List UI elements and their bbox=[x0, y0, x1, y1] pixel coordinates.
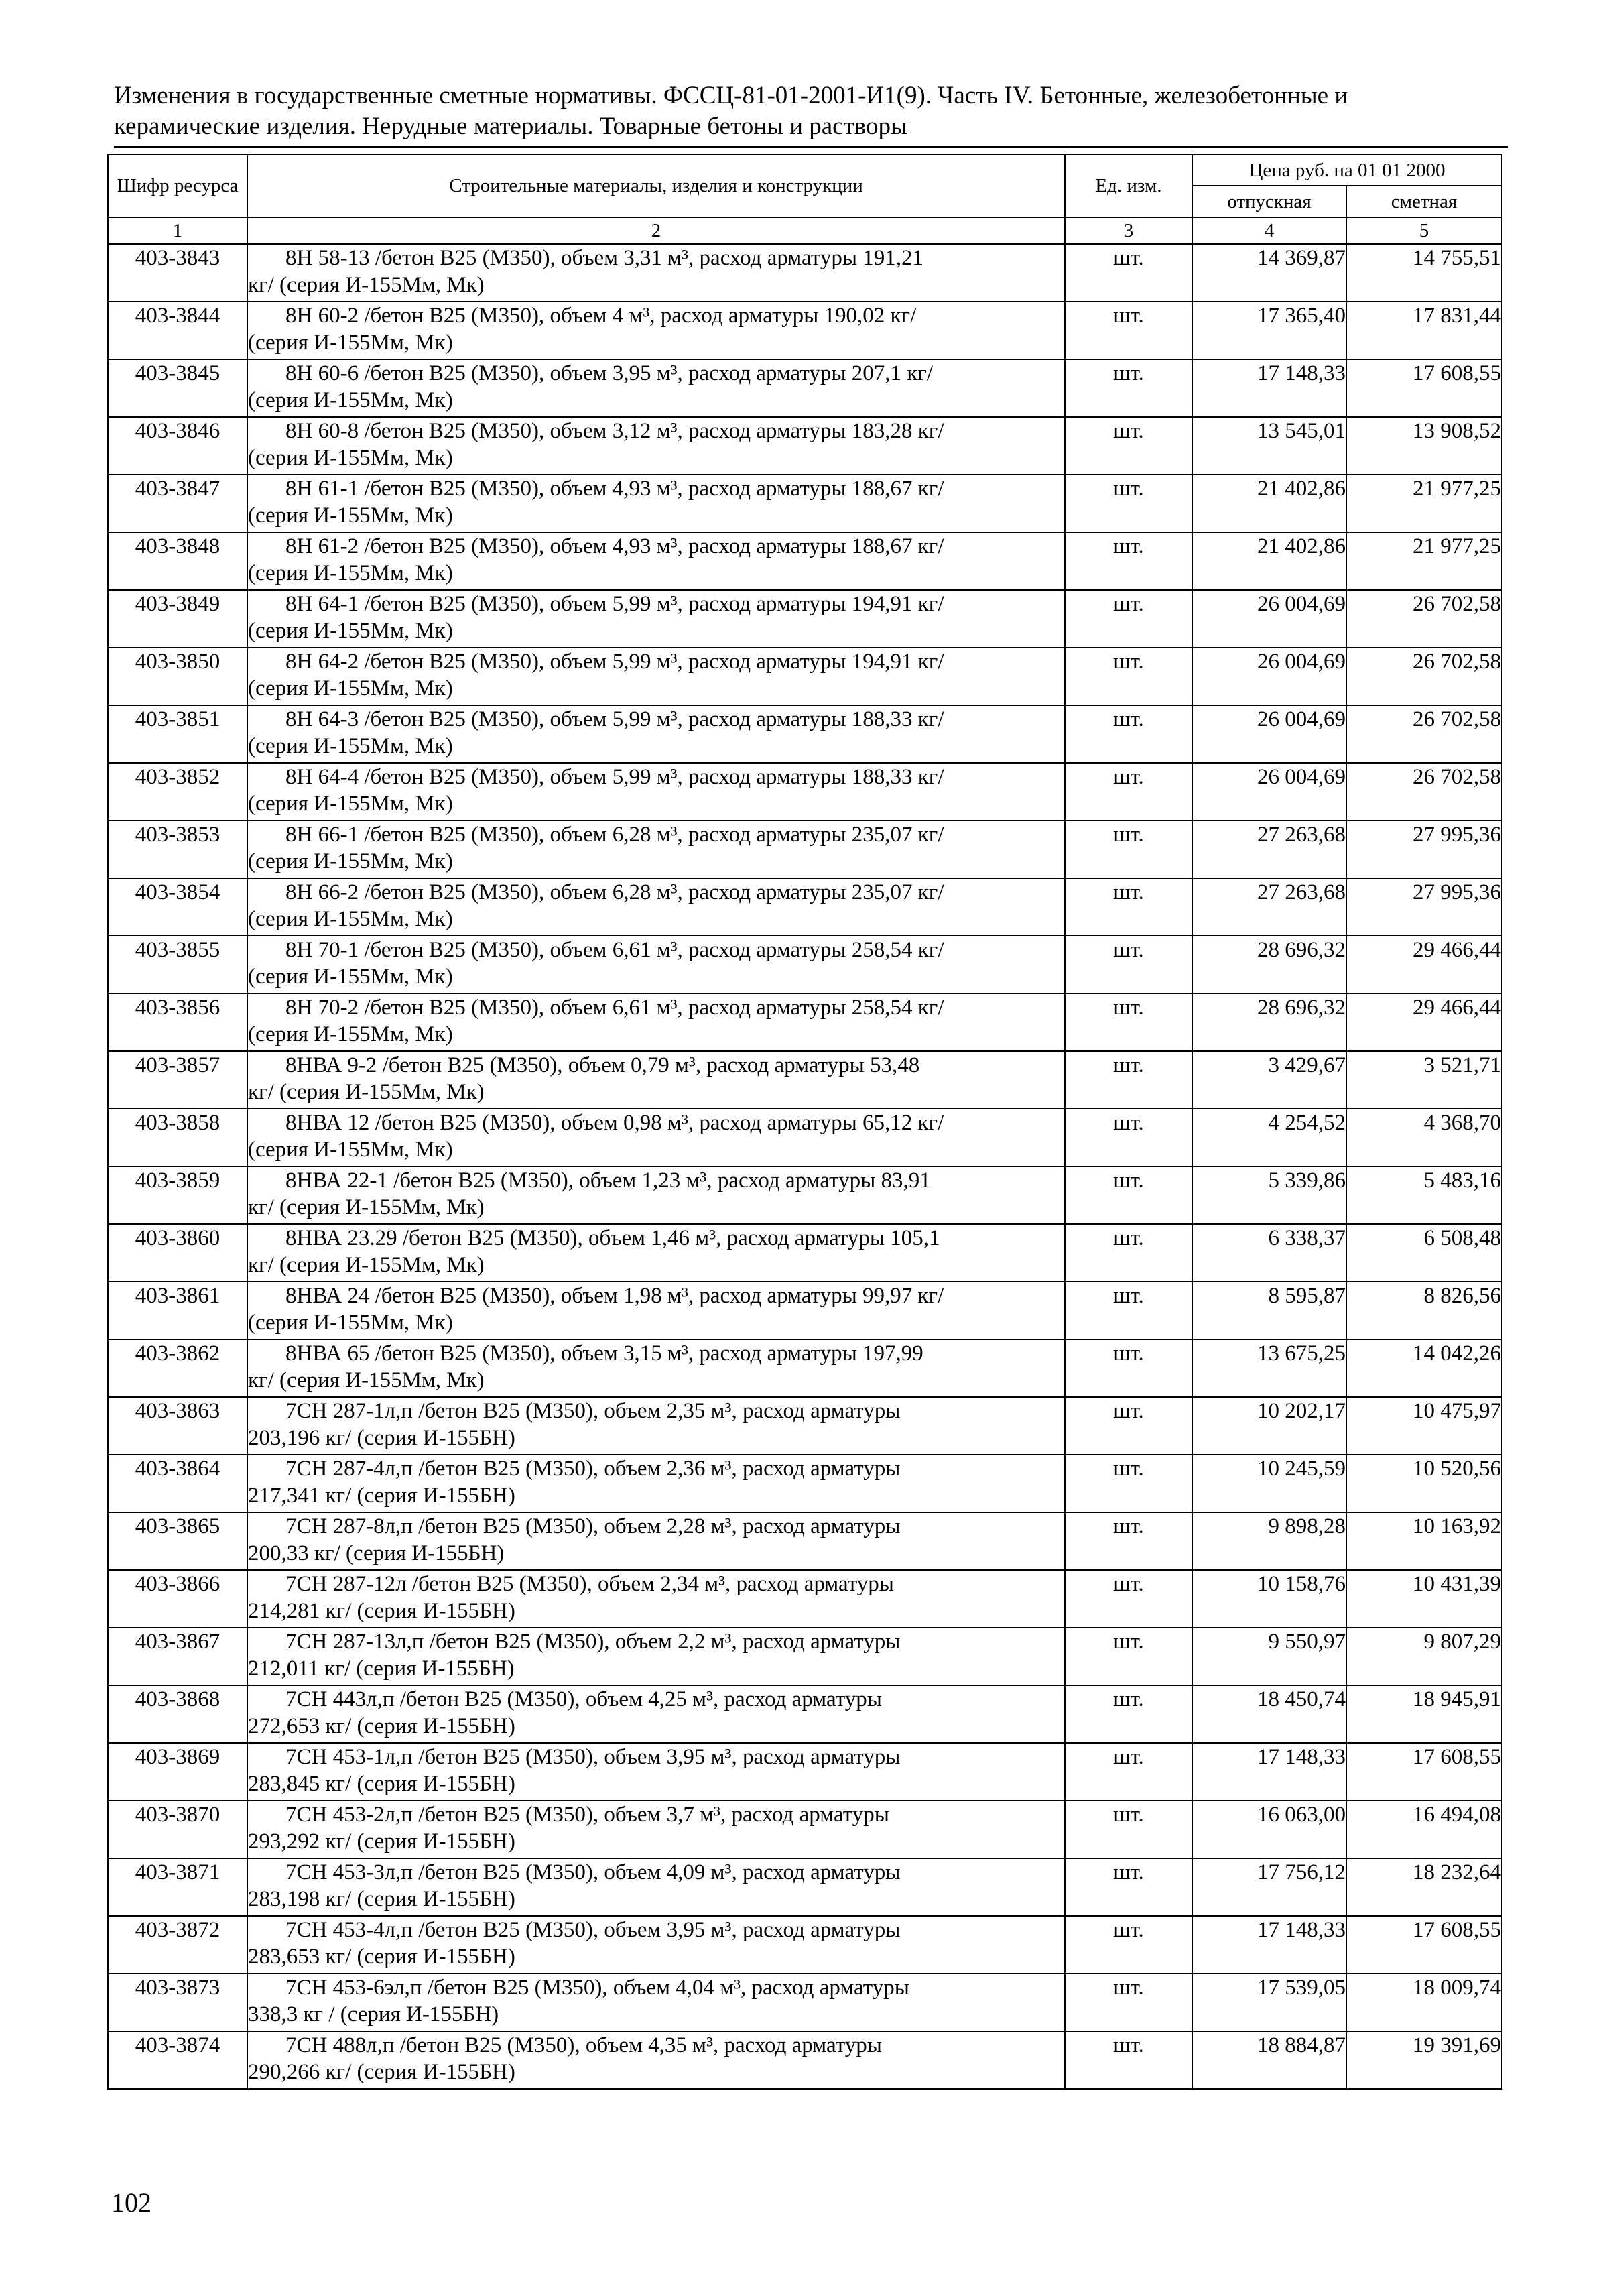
release-price: 17 365,40 bbox=[1192, 302, 1346, 359]
description-line-2: (серия И-155Мм, Мк) bbox=[248, 734, 453, 758]
material-description bbox=[247, 1109, 1065, 1166]
unit-of-measure: шт. bbox=[1065, 1051, 1192, 1109]
unit-of-measure: шт. bbox=[1065, 993, 1192, 1051]
description-line-2: (серия И-155Мм, Мк) bbox=[248, 965, 453, 989]
material-description bbox=[247, 1628, 1065, 1685]
table-row bbox=[108, 1570, 1502, 1628]
release-price: 5 339,86 bbox=[1192, 1166, 1346, 1224]
material-description bbox=[247, 1858, 1065, 1916]
resource-code: 403-3852 bbox=[108, 763, 247, 821]
table-row bbox=[108, 993, 1502, 1051]
description-line-2: 293,292 кг/ (серия И-155БН) bbox=[248, 1829, 515, 1854]
release-price: 13 545,01 bbox=[1192, 417, 1346, 475]
table-row bbox=[108, 1339, 1502, 1397]
resource-code: 403-3857 bbox=[108, 1051, 247, 1109]
description-line-1: 8Н 70-1 /бетон В25 (М350), объем 6,61 м³, расход арматуры 258,54 кг/ bbox=[285, 938, 944, 962]
resource-code: 403-3867 bbox=[108, 1628, 247, 1685]
description-line-1: 8Н 60-2 /бетон В25 (М350), объем 4 м³, расход арматуры 190,02 кг/ bbox=[285, 304, 917, 328]
material-description bbox=[247, 763, 1065, 821]
unit-of-measure: шт. bbox=[1065, 1743, 1192, 1801]
resource-code: 403-3865 bbox=[108, 1512, 247, 1570]
release-price: 26 004,69 bbox=[1192, 590, 1346, 648]
material-description bbox=[247, 302, 1065, 359]
table-row bbox=[108, 1858, 1502, 1916]
release-price: 9 898,28 bbox=[1192, 1512, 1346, 1570]
release-price: 8 595,87 bbox=[1192, 1282, 1346, 1339]
description-line-1: 8Н 70-2 /бетон В25 (М350), объем 6,61 м³, расход арматуры 258,54 кг/ bbox=[285, 995, 944, 1020]
estimate-price: 21 977,25 bbox=[1346, 532, 1502, 590]
description-line-1: 8Н 61-1 /бетон В25 (М350), объем 4,93 м³, расход арматуры 188,67 кг/ bbox=[285, 477, 944, 501]
release-price: 3 429,67 bbox=[1192, 1051, 1346, 1109]
table-row bbox=[108, 1685, 1502, 1743]
material-description bbox=[247, 1916, 1065, 1974]
release-price: 14 369,87 bbox=[1192, 244, 1346, 302]
unit-of-measure: шт. bbox=[1065, 302, 1192, 359]
resource-code: 403-3863 bbox=[108, 1397, 247, 1455]
resource-code: 403-3844 bbox=[108, 302, 247, 359]
estimate-price: 17 608,55 bbox=[1346, 1916, 1502, 1974]
column-number: 4 bbox=[1192, 217, 1346, 244]
column-number: 1 bbox=[108, 217, 247, 244]
unit-of-measure: шт. bbox=[1065, 1455, 1192, 1512]
resource-code: 403-3872 bbox=[108, 1916, 247, 1974]
estimate-price: 17 608,55 bbox=[1346, 359, 1502, 417]
resource-code: 403-3870 bbox=[108, 1801, 247, 1858]
description-line-2: 212,011 кг/ (серия И-155БН) bbox=[248, 1656, 515, 1681]
table-row bbox=[108, 302, 1502, 359]
release-price: 17 539,05 bbox=[1192, 1974, 1346, 2031]
resource-code: 403-3846 bbox=[108, 417, 247, 475]
description-line-2: (серия И-155Мм, Мк) bbox=[248, 676, 453, 701]
unit-of-measure: шт. bbox=[1065, 648, 1192, 705]
table-row bbox=[108, 1916, 1502, 1974]
unit-of-measure: шт. bbox=[1065, 878, 1192, 936]
resource-code: 403-3862 bbox=[108, 1339, 247, 1397]
material-description bbox=[247, 475, 1065, 532]
estimate-price: 18 009,74 bbox=[1346, 1974, 1502, 2031]
column-number: 3 bbox=[1065, 217, 1192, 244]
description-line-2: 283,845 кг/ (серия И-155БН) bbox=[248, 1772, 515, 1796]
resource-code: 403-3869 bbox=[108, 1743, 247, 1801]
table-body bbox=[108, 244, 1502, 2089]
table-row bbox=[108, 532, 1502, 590]
estimate-price: 6 508,48 bbox=[1346, 1224, 1502, 1282]
resource-code: 403-3864 bbox=[108, 1455, 247, 1512]
material-description bbox=[247, 532, 1065, 590]
resource-code: 403-3858 bbox=[108, 1109, 247, 1166]
release-price: 26 004,69 bbox=[1192, 648, 1346, 705]
material-description bbox=[247, 1801, 1065, 1858]
column-number: 5 bbox=[1346, 217, 1502, 244]
resource-code: 403-3866 bbox=[108, 1570, 247, 1628]
description-line-1: 7СН 488л,п /бетон В25 (М350), объем 4,35 м³, расход арматуры bbox=[285, 2033, 882, 2057]
unit-of-measure: шт. bbox=[1065, 1512, 1192, 1570]
material-description bbox=[247, 244, 1065, 302]
unit-of-measure: шт. bbox=[1065, 1224, 1192, 1282]
description-line-1: 8Н 61-2 /бетон В25 (М350), объем 4,93 м³, расход арматуры 188,67 кг/ bbox=[285, 534, 944, 558]
resource-code: 403-3860 bbox=[108, 1224, 247, 1282]
description-line-1: 7СН 453-6эл,п /бетон В25 (М350), объем 4,04 м³, расход арматуры bbox=[285, 1976, 909, 2000]
description-line-1: 7СН 453-3л,п /бетон В25 (М350), объем 4,09 м³, расход арматуры bbox=[285, 1860, 901, 1884]
column-header-estimate: сметная bbox=[1346, 186, 1502, 217]
column-header-code: Шифр ресурса bbox=[108, 154, 247, 217]
description-line-1: 8НВА 9-2 /бетон В25 (М350), объем 0,79 м³, расход арматуры 53,48 bbox=[285, 1053, 920, 1077]
estimate-price: 18 945,91 bbox=[1346, 1685, 1502, 1743]
estimate-price: 17 608,55 bbox=[1346, 1743, 1502, 1801]
estimate-price: 17 831,44 bbox=[1346, 302, 1502, 359]
table-row bbox=[108, 2031, 1502, 2089]
material-description bbox=[247, 821, 1065, 878]
estimate-price: 29 466,44 bbox=[1346, 936, 1502, 993]
description-line-1: 8НВА 12 /бетон В25 (М350), объем 0,98 м³, расход арматуры 65,12 кг/ bbox=[285, 1111, 944, 1135]
material-description bbox=[247, 1974, 1065, 2031]
resource-code: 403-3849 bbox=[108, 590, 247, 648]
release-price: 17 148,33 bbox=[1192, 359, 1346, 417]
release-price: 17 148,33 bbox=[1192, 1743, 1346, 1801]
estimate-price: 26 702,58 bbox=[1346, 590, 1502, 648]
description-line-2: кг/ (серия И-155Мм, Мк) bbox=[248, 1368, 485, 1392]
description-line-1: 8НВА 24 /бетон В25 (М350), объем 1,98 м³, расход арматуры 99,97 кг/ bbox=[285, 1284, 944, 1308]
description-line-1: 8Н 66-2 /бетон В25 (М350), объем 6,28 м³, расход арматуры 235,07 кг/ bbox=[285, 880, 944, 904]
material-description bbox=[247, 359, 1065, 417]
description-line-2: 290,266 кг/ (серия И-155БН) bbox=[248, 2060, 515, 2084]
estimate-price: 26 702,58 bbox=[1346, 705, 1502, 763]
resource-code: 403-3847 bbox=[108, 475, 247, 532]
resource-code: 403-3845 bbox=[108, 359, 247, 417]
column-header-name: Строительные материалы, изделия и конструкции bbox=[247, 154, 1065, 217]
unit-of-measure: шт. bbox=[1065, 1916, 1192, 1974]
estimate-price: 29 466,44 bbox=[1346, 993, 1502, 1051]
unit-of-measure: шт. bbox=[1065, 1974, 1192, 2031]
estimate-price: 9 807,29 bbox=[1346, 1628, 1502, 1685]
estimate-price: 14 042,26 bbox=[1346, 1339, 1502, 1397]
estimate-price: 10 475,97 bbox=[1346, 1397, 1502, 1455]
description-line-2: (серия И-155Мм, Мк) bbox=[248, 792, 453, 816]
unit-of-measure: шт. bbox=[1065, 705, 1192, 763]
description-line-2: (серия И-155Мм, Мк) bbox=[248, 446, 453, 470]
description-line-1: 8Н 64-1 /бетон В25 (М350), объем 5,99 м³, расход арматуры 194,91 кг/ bbox=[285, 592, 944, 616]
table-row bbox=[108, 359, 1502, 417]
table-row bbox=[108, 1397, 1502, 1455]
description-line-1: 7СН 453-1л,п /бетон В25 (М350), объем 3,95 м³, расход арматуры bbox=[285, 1745, 901, 1769]
document-header bbox=[114, 80, 1508, 142]
resource-code: 403-3855 bbox=[108, 936, 247, 993]
unit-of-measure: шт. bbox=[1065, 359, 1192, 417]
description-line-1: 8НВА 65 /бетон В25 (М350), объем 3,15 м³, расход арматуры 197,99 bbox=[285, 1341, 923, 1366]
release-price: 18 450,74 bbox=[1192, 1685, 1346, 1743]
description-line-1: 7СН 287-4л,п /бетон В25 (М350), объем 2,36 м³, расход арматуры bbox=[285, 1457, 901, 1481]
header-rule bbox=[114, 146, 1508, 148]
description-line-1: 8Н 60-8 /бетон В25 (М350), объем 3,12 м³, расход арматуры 183,28 кг/ bbox=[285, 419, 944, 443]
material-description bbox=[247, 993, 1065, 1051]
release-price: 10 245,59 bbox=[1192, 1455, 1346, 1512]
description-line-2: (серия И-155Мм, Мк) bbox=[248, 388, 453, 412]
unit-of-measure: шт. bbox=[1065, 1109, 1192, 1166]
table-row bbox=[108, 1224, 1502, 1282]
estimate-price: 10 431,39 bbox=[1346, 1570, 1502, 1628]
unit-of-measure: шт. bbox=[1065, 936, 1192, 993]
resource-code: 403-3854 bbox=[108, 878, 247, 936]
unit-of-measure: шт. bbox=[1065, 1685, 1192, 1743]
release-price: 10 158,76 bbox=[1192, 1570, 1346, 1628]
estimate-price: 19 391,69 bbox=[1346, 2031, 1502, 2089]
description-line-2: (серия И-155Мм, Мк) bbox=[248, 907, 453, 931]
description-line-1: 8Н 66-1 /бетон В25 (М350), объем 6,28 м³, расход арматуры 235,07 кг/ bbox=[285, 823, 944, 847]
table-row bbox=[108, 1512, 1502, 1570]
estimate-price: 26 702,58 bbox=[1346, 763, 1502, 821]
description-line-2: 214,281 кг/ (серия И-155БН) bbox=[248, 1599, 515, 1623]
resource-code: 403-3874 bbox=[108, 2031, 247, 2089]
estimate-price: 21 977,25 bbox=[1346, 475, 1502, 532]
release-price: 28 696,32 bbox=[1192, 936, 1346, 993]
unit-of-measure: шт. bbox=[1065, 417, 1192, 475]
resource-code: 403-3856 bbox=[108, 993, 247, 1051]
estimate-price: 3 521,71 bbox=[1346, 1051, 1502, 1109]
description-line-2: 272,653 кг/ (серия И-155БН) bbox=[248, 1714, 515, 1738]
material-description bbox=[247, 878, 1065, 936]
release-price: 4 254,52 bbox=[1192, 1109, 1346, 1166]
unit-of-measure: шт. bbox=[1065, 1570, 1192, 1628]
release-price: 26 004,69 bbox=[1192, 705, 1346, 763]
resource-code: 403-3853 bbox=[108, 821, 247, 878]
release-price: 26 004,69 bbox=[1192, 763, 1346, 821]
material-description bbox=[247, 1512, 1065, 1570]
unit-of-measure: шт. bbox=[1065, 590, 1192, 648]
material-description bbox=[247, 417, 1065, 475]
material-description bbox=[247, 1051, 1065, 1109]
price-table bbox=[107, 154, 1502, 2090]
material-description bbox=[247, 590, 1065, 648]
material-description bbox=[247, 936, 1065, 993]
estimate-price: 18 232,64 bbox=[1346, 1858, 1502, 1916]
header-line-1: Изменения в государственные сметные нормативы. ФССЦ-81-01-2001-И1(9). Часть IV. Бетонные, железобетонные и bbox=[114, 82, 1348, 109]
description-line-2: (серия И-155Мм, Мк) bbox=[248, 1138, 453, 1162]
estimate-price: 4 368,70 bbox=[1346, 1109, 1502, 1166]
unit-of-measure: шт. bbox=[1065, 2031, 1192, 2089]
table-row bbox=[108, 1282, 1502, 1339]
release-price: 21 402,86 bbox=[1192, 475, 1346, 532]
description-line-2: 200,33 кг/ (серия И-155БН) bbox=[248, 1541, 505, 1565]
description-line-2: 338,3 кг / (серия И-155БН) bbox=[248, 2002, 499, 2027]
description-line-2: (серия И-155Мм, Мк) bbox=[248, 619, 453, 643]
unit-of-measure: шт. bbox=[1065, 1166, 1192, 1224]
unit-of-measure: шт. bbox=[1065, 821, 1192, 878]
material-description bbox=[247, 1570, 1065, 1628]
table-row bbox=[108, 1109, 1502, 1166]
unit-of-measure: шт. bbox=[1065, 763, 1192, 821]
release-price: 10 202,17 bbox=[1192, 1397, 1346, 1455]
description-line-2: 283,653 кг/ (серия И-155БН) bbox=[248, 1945, 515, 1969]
table-row bbox=[108, 1166, 1502, 1224]
release-price: 17 756,12 bbox=[1192, 1858, 1346, 1916]
table-row bbox=[108, 936, 1502, 993]
table-row bbox=[108, 1455, 1502, 1512]
column-number-row bbox=[108, 217, 1502, 244]
description-line-2: кг/ (серия И-155Мм, Мк) bbox=[248, 1195, 485, 1219]
material-description bbox=[247, 1685, 1065, 1743]
estimate-price: 14 755,51 bbox=[1346, 244, 1502, 302]
release-price: 27 263,68 bbox=[1192, 821, 1346, 878]
resource-code: 403-3873 bbox=[108, 1974, 247, 2031]
description-line-2: (серия И-155Мм, Мк) bbox=[248, 330, 453, 355]
table-row bbox=[108, 1974, 1502, 2031]
column-number: 2 bbox=[247, 217, 1065, 244]
material-description bbox=[247, 2031, 1065, 2089]
description-line-1: 7СН 453-2л,п /бетон В25 (М350), объем 3,7 м³, расход арматуры bbox=[285, 1803, 889, 1827]
material-description bbox=[247, 1224, 1065, 1282]
resource-code: 403-3848 bbox=[108, 532, 247, 590]
material-description bbox=[247, 648, 1065, 705]
estimate-price: 10 163,92 bbox=[1346, 1512, 1502, 1570]
table-row bbox=[108, 878, 1502, 936]
table-row bbox=[108, 417, 1502, 475]
description-line-1: 7СН 443л,п /бетон В25 (М350), объем 4,25 м³, расход арматуры bbox=[285, 1687, 882, 1711]
material-description bbox=[247, 1743, 1065, 1801]
table-row bbox=[108, 705, 1502, 763]
header-line-2: керамические изделия. Нерудные материалы. Товарные бетоны и растворы bbox=[114, 113, 907, 140]
release-price: 17 148,33 bbox=[1192, 1916, 1346, 1974]
resource-code: 403-3843 bbox=[108, 244, 247, 302]
release-price: 28 696,32 bbox=[1192, 993, 1346, 1051]
resource-code: 403-3850 bbox=[108, 648, 247, 705]
table-row bbox=[108, 1051, 1502, 1109]
release-price: 18 884,87 bbox=[1192, 2031, 1346, 2089]
material-description bbox=[247, 1339, 1065, 1397]
resource-code: 403-3859 bbox=[108, 1166, 247, 1224]
release-price: 16 063,00 bbox=[1192, 1801, 1346, 1858]
table-row bbox=[108, 821, 1502, 878]
estimate-price: 27 995,36 bbox=[1346, 821, 1502, 878]
description-line-1: 8Н 58-13 /бетон В25 (М350), объем 3,31 м³, расход арматуры 191,21 bbox=[285, 246, 924, 270]
release-price: 6 338,37 bbox=[1192, 1224, 1346, 1282]
description-line-2: 203,196 кг/ (серия И-155БН) bbox=[248, 1426, 515, 1450]
unit-of-measure: шт. bbox=[1065, 1397, 1192, 1455]
description-line-1: 7СН 453-4л,п /бетон В25 (М350), объем 3,95 м³, расход арматуры bbox=[285, 1918, 901, 1942]
estimate-price: 27 995,36 bbox=[1346, 878, 1502, 936]
unit-of-measure: шт. bbox=[1065, 532, 1192, 590]
resource-code: 403-3868 bbox=[108, 1685, 247, 1743]
description-line-2: кг/ (серия И-155Мм, Мк) bbox=[248, 273, 485, 297]
table-row bbox=[108, 244, 1502, 302]
description-line-2: (серия И-155Мм, Мк) bbox=[248, 503, 453, 528]
table-row bbox=[108, 763, 1502, 821]
description-line-2: (серия И-155Мм, Мк) bbox=[248, 849, 453, 873]
column-header-unit: Ед. изм. bbox=[1065, 154, 1192, 217]
resource-code: 403-3871 bbox=[108, 1858, 247, 1916]
table-row bbox=[108, 475, 1502, 532]
description-line-1: 7СН 287-12л /бетон В25 (М350), объем 2,34 м³, расход арматуры bbox=[285, 1572, 894, 1596]
release-price: 27 263,68 bbox=[1192, 878, 1346, 936]
column-header-release: отпускная bbox=[1192, 186, 1346, 217]
unit-of-measure: шт. bbox=[1065, 1801, 1192, 1858]
column-header-price: Цена руб. на 01 01 2000 bbox=[1192, 154, 1502, 186]
estimate-price: 5 483,16 bbox=[1346, 1166, 1502, 1224]
description-line-1: 7СН 287-1л,п /бетон В25 (М350), объем 2,35 м³, расход арматуры bbox=[285, 1399, 901, 1423]
description-line-1: 7СН 287-8л,п /бетон В25 (М350), объем 2,28 м³, расход арматуры bbox=[285, 1514, 901, 1538]
estimate-price: 16 494,08 bbox=[1346, 1801, 1502, 1858]
description-line-2: 283,198 кг/ (серия И-155БН) bbox=[248, 1887, 515, 1911]
description-line-1: 7СН 287-13л,п /бетон В25 (М350), объем 2,2 м³, расход арматуры bbox=[285, 1630, 901, 1654]
unit-of-measure: шт. bbox=[1065, 1282, 1192, 1339]
material-description bbox=[247, 1166, 1065, 1224]
description-line-1: 8НВА 22-1 /бетон В25 (М350), объем 1,23 м³, расход арматуры 83,91 bbox=[285, 1168, 931, 1193]
unit-of-measure: шт. bbox=[1065, 475, 1192, 532]
description-line-2: 217,341 кг/ (серия И-155БН) bbox=[248, 1484, 515, 1508]
resource-code: 403-3851 bbox=[108, 705, 247, 763]
description-line-1: 8Н 60-6 /бетон В25 (М350), объем 3,95 м³, расход арматуры 207,1 кг/ bbox=[285, 361, 933, 385]
unit-of-measure: шт. bbox=[1065, 1628, 1192, 1685]
release-price: 9 550,97 bbox=[1192, 1628, 1346, 1685]
description-line-2: кг/ (серия И-155Мм, Мк) bbox=[248, 1080, 485, 1104]
estimate-price: 10 520,56 bbox=[1346, 1455, 1502, 1512]
material-description bbox=[247, 1455, 1065, 1512]
material-description bbox=[247, 1397, 1065, 1455]
description-line-2: (серия И-155Мм, Мк) bbox=[248, 1022, 453, 1046]
estimate-price: 13 908,52 bbox=[1346, 417, 1502, 475]
page-number: 102 bbox=[111, 2187, 151, 2218]
estimate-price: 8 826,56 bbox=[1346, 1282, 1502, 1339]
release-price: 21 402,86 bbox=[1192, 532, 1346, 590]
table-row bbox=[108, 1743, 1502, 1801]
description-line-2: (серия И-155Мм, Мк) bbox=[248, 1311, 453, 1335]
description-line-1: 8Н 64-3 /бетон В25 (М350), объем 5,99 м³, расход арматуры 188,33 кг/ bbox=[285, 707, 944, 731]
table-row bbox=[108, 590, 1502, 648]
material-description bbox=[247, 1282, 1065, 1339]
description-line-1: 8Н 64-2 /бетон В25 (М350), объем 5,99 м³, расход арматуры 194,91 кг/ bbox=[285, 650, 944, 674]
description-line-1: 8НВА 23.29 /бетон В25 (М350), объем 1,46 м³, расход арматуры 105,1 bbox=[285, 1226, 940, 1250]
material-description bbox=[247, 705, 1065, 763]
estimate-price: 26 702,58 bbox=[1346, 648, 1502, 705]
unit-of-measure: шт. bbox=[1065, 244, 1192, 302]
description-line-2: (серия И-155Мм, Мк) bbox=[248, 561, 453, 585]
description-line-1: 8Н 64-4 /бетон В25 (М350), объем 5,99 м³, расход арматуры 188,33 кг/ bbox=[285, 765, 944, 789]
description-line-2: кг/ (серия И-155Мм, Мк) bbox=[248, 1253, 485, 1277]
release-price: 13 675,25 bbox=[1192, 1339, 1346, 1397]
table-row bbox=[108, 1801, 1502, 1858]
unit-of-measure: шт. bbox=[1065, 1339, 1192, 1397]
table-row bbox=[108, 1628, 1502, 1685]
table-row bbox=[108, 648, 1502, 705]
resource-code: 403-3861 bbox=[108, 1282, 247, 1339]
unit-of-measure: шт. bbox=[1065, 1858, 1192, 1916]
